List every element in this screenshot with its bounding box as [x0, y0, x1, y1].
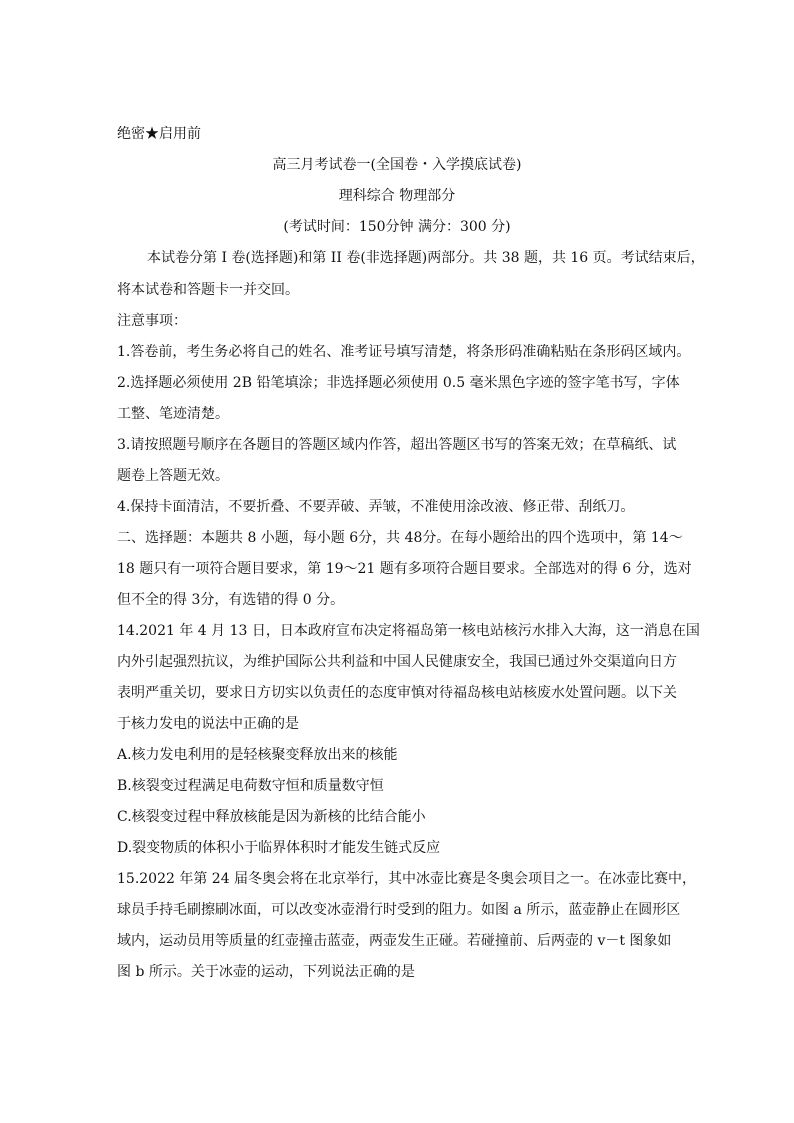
note-3-line-2: 题卷上答题无效。: [117, 468, 229, 484]
q14-option-b: B.核裂变过程满足电荷数守恒和质量数守恒: [117, 778, 384, 794]
q14-option-a: A.核力发电利用的是轻核聚变释放出来的核能: [117, 747, 398, 763]
note-1: 1.答卷前，考生务必将自己的姓名、准考证号填写清楚，将条形码准确粘贴在条形码区域内。: [117, 344, 691, 360]
section-2-line-2: 18 题只有一项符合题目要求，第 19～21 题有多项符合题目要求。全部选对的得 6 分，选对: [117, 561, 692, 577]
q14-line-1: 14.2021 年 4 月 13 日，日本政府宣布决定将福岛第一核电站核污水排入大海，这一消息在国: [117, 623, 700, 639]
q14-option-c: C.核裂变过程中释放核能是因为新核的比结合能小: [117, 809, 426, 825]
intro-line-2: 将本试卷和答题卡一并交回。: [117, 282, 299, 298]
exam-info: (考试时间：150分钟 满分：300 分): [283, 219, 511, 235]
exam-subtitle: 理科综合 物理部分: [338, 188, 456, 204]
q14-line-4: 于核力发电的说法中正确的是: [117, 716, 299, 732]
q14-line-2: 内外引起强烈抗议，为维护国际公共利益和中国人民健康安全，我国已通过外交渠道向日方: [117, 654, 677, 670]
q14-line-3: 表明严重关切，要求日方切实以负责任的态度审慎对待福岛核电站核废水处置问题。以下关: [117, 685, 677, 701]
section-2-line-1: 二、选择题：本题共 8 小题，每小题 6分，共 48分。在每小题给出的四个选项中，第 14～: [117, 530, 683, 546]
intro-line-1: 本试卷分第 I 卷(选择题)和第 II 卷(非选择题)两部分。共 38 题，共 16 页。考试结束后，: [147, 250, 705, 266]
section-2-line-3: 但不全的得 3分，有选错的得 0 分。: [117, 592, 345, 608]
confidential-mark: 绝密★启用前: [117, 126, 201, 142]
q15-line-1: 15.2022 年第 24 届冬奥会将在北京举行，其中冰壶比赛是冬奥会项目之一。在冰壶比赛中，: [117, 871, 697, 887]
note-2-line-1: 2.选择题必须使用 2B 铅笔填涂；非选择题必须使用 0.5 毫米黑色字迹的签字笔书写，字体: [117, 375, 680, 391]
q15-line-2: 球员手持毛刷擦刷冰面，可以改变冰壶滑行时受到的阻力。如图 a 所示，蓝壶静止在圆形区: [117, 902, 681, 918]
note-2-line-2: 工整、笔迹清楚。: [117, 406, 229, 422]
note-3-line-1: 3.请按照题号顺序在各题目的答题区域内作答，超出答题区书写的答案无效；在草稿纸、试: [117, 437, 677, 453]
note-4: 4.保持卡面清洁，不要折叠、不要弄破、弄皱，不准使用涂改液、修正带、刮纸刀。: [117, 499, 635, 515]
q15-line-4: 图 b 所示。关于冰壶的运动，下列说法正确的是: [117, 964, 415, 980]
exam-title: 高三月考试卷一(全国卷・入学摸底试卷): [272, 157, 522, 173]
q14-option-d: D.裂变物质的体积小于临界体积时才能发生链式反应: [117, 840, 441, 856]
notes-heading: 注意事项：: [117, 313, 187, 329]
q15-line-3: 域内，运动员用等质量的红壶撞击蓝壶，两壶发生正碰。若碰撞前、后两壶的 v－t 图象如: [117, 933, 672, 949]
